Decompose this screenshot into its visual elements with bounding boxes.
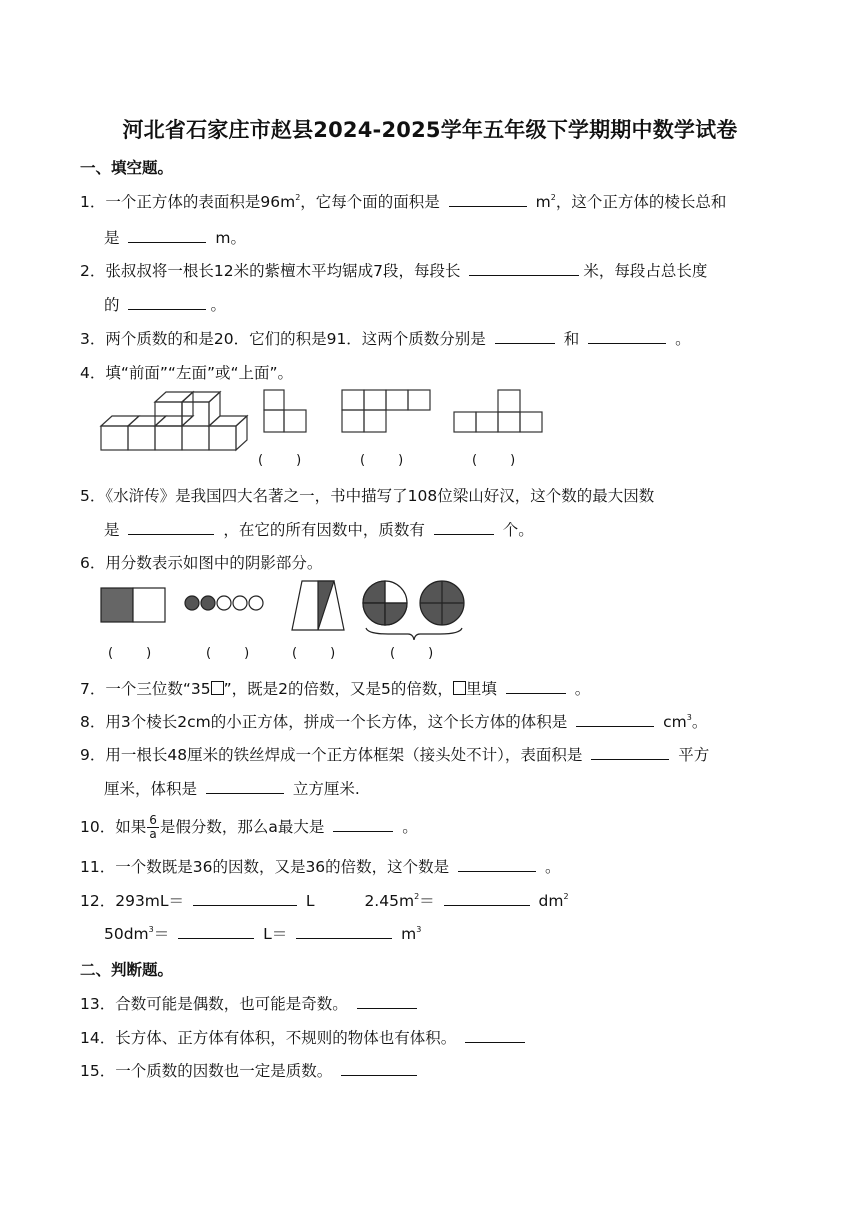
answer-blank[interactable] [465, 1028, 525, 1043]
section-true-false: 二、判断题。 [80, 961, 174, 979]
question-12: 12．293mL＝ L $2.45m^2= dm^2$ [80, 892, 569, 910]
answer-paren[interactable]: ( ) [360, 453, 404, 468]
answer-blank[interactable] [341, 1061, 417, 1076]
answer-blank[interactable] [444, 891, 530, 906]
answer-blank[interactable] [495, 329, 555, 344]
answer-paren[interactable]: ( ) [472, 453, 516, 468]
answer-blank[interactable] [128, 520, 214, 535]
answer-paren[interactable]: ( ) [258, 453, 302, 468]
answer-blank[interactable] [576, 712, 654, 727]
answer-paren[interactable]: ( ) [390, 646, 434, 661]
view-a-figure [264, 390, 306, 432]
half-rectangle-figure [101, 588, 165, 622]
question-8: 8．用3个棱长2cm的小正方体，拼成一个长方体，这个长方体的体积是 $cm^3$。 [80, 713, 708, 731]
pie-circles-figure [363, 581, 464, 640]
answer-blank[interactable] [434, 520, 494, 535]
exam-title: 河北省石家庄市赵县2024-2025学年五年级下学期期中数学试卷 [122, 118, 738, 142]
question-1-cont: 是 m。 [104, 229, 246, 247]
answer-paren[interactable]: ( ) [206, 646, 250, 661]
question-13: 13．合数可能是偶数，也可能是奇数。 [80, 992, 421, 1014]
q4-figures [98, 386, 558, 454]
view-c-figure [454, 390, 542, 432]
answer-blank[interactable] [357, 994, 417, 1009]
q6-figures [98, 578, 478, 640]
question-4: 4．填“前面”“左面”或“上面”。 [80, 364, 294, 382]
answer-blank[interactable] [296, 924, 392, 939]
question-7: 7．一个三位数“35 ”，既是2的倍数，又是5的倍数， 里填 。 [80, 680, 591, 698]
question-5-cont: 是 ，在它的所有因数中，质数有 个。 [104, 521, 534, 539]
question-5: 5．《水浒传》是我国四大名著之一，书中描写了108位梁山好汉，这个数的最大因数 [80, 487, 655, 505]
question-3: 3．两个质数的和是20．它们的积是91．这两个质数分别是 和 。 [80, 330, 691, 348]
answer-blank[interactable] [128, 228, 206, 243]
fraction: $\frac{6}{a}$ [149, 813, 157, 841]
question-6: 6．用分数表示如图中的阴影部分。 [80, 554, 323, 572]
answer-blank[interactable] [458, 857, 536, 872]
answer-blank[interactable] [469, 261, 579, 276]
question-2-cont: 的 。 [104, 296, 226, 314]
answer-blank[interactable] [193, 891, 297, 906]
question-11: 11．一个数既是36的因数，又是36的倍数，这个数是 。 [80, 858, 561, 876]
trapezoid-figure [292, 581, 344, 630]
answer-blank[interactable] [588, 329, 666, 344]
square-box-icon [453, 681, 466, 695]
answer-paren[interactable]: ( ) [292, 646, 336, 661]
answer-blank[interactable] [206, 779, 284, 794]
question-12-cont: $50dm^3= L= m^3$ [104, 925, 422, 943]
circles-figure [185, 596, 263, 610]
square-box-icon [211, 681, 224, 695]
answer-blank[interactable] [449, 192, 527, 207]
answer-paren[interactable]: ( ) [108, 646, 152, 661]
answer-blank[interactable] [506, 679, 566, 694]
question-14: 14．长方体、正方体有体积，不规则的物体也有体积。 [80, 1026, 529, 1048]
answer-blank[interactable] [591, 745, 669, 760]
view-b-figure [342, 390, 430, 432]
question-2: 2．张叔叔将一根长12米的紫檀木平均锯成7段，每段长 米，每段占总长度 [80, 262, 708, 280]
answer-blank[interactable] [128, 295, 206, 310]
question-1: 1．一个正方体的表面积是$96m^2$，它每个面的面积是 $m^2$，这个正方体的棱长总和 [80, 193, 727, 211]
question-9-cont: 厘米，体积是 立方厘米. [104, 780, 360, 798]
question-15: 15．一个质数的因数也一定是质数。 [80, 1059, 421, 1081]
cube-stack-figure [101, 392, 247, 450]
question-9: 9．用一根长48厘米的铁丝焊成一个正方体框架（接头处不计），表面积是 平方 [80, 746, 710, 764]
answer-blank[interactable] [333, 817, 393, 832]
question-10: 10．如果 $\frac{6}{a}$ 是假分数，那么a最大是 。 [80, 813, 418, 841]
answer-blank[interactable] [178, 924, 254, 939]
section-fill-blanks: 一、填空题。 [80, 159, 174, 177]
